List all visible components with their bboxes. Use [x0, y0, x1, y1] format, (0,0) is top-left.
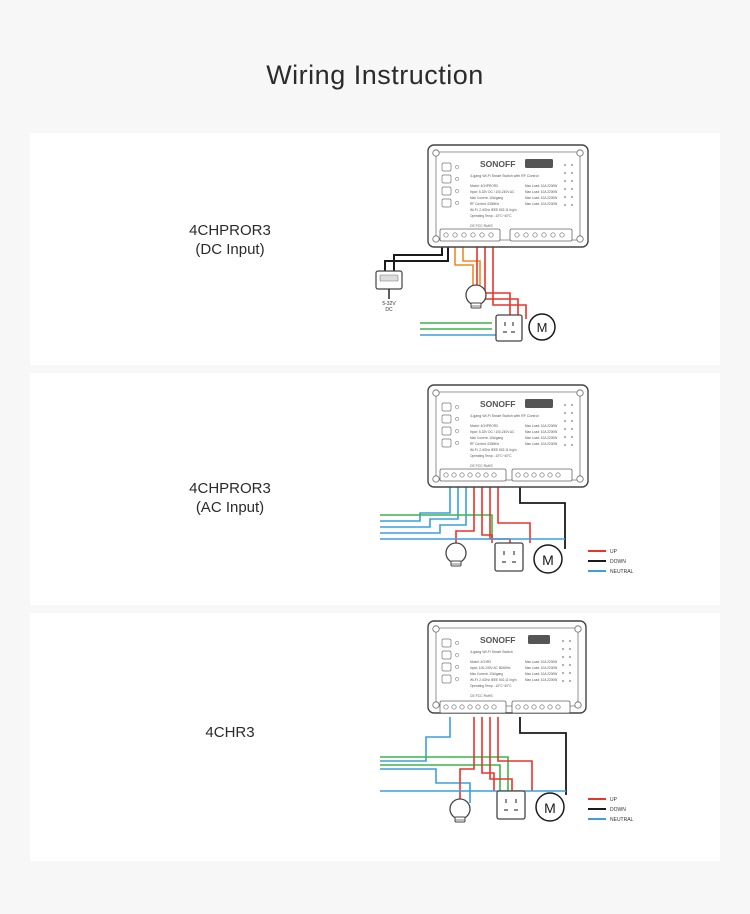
- legend-label-neutral: NEUTRAL: [610, 817, 634, 823]
- svg-text:Operating Temp: -10°C~40°C: Operating Temp: -10°C~40°C: [470, 214, 512, 218]
- svg-text:Input: 100-240V AC 50/60Hz: Input: 100-240V AC 50/60Hz: [470, 666, 511, 670]
- device-4chpror3-dc: [428, 145, 588, 247]
- panel-label-subtitle: (AC Input): [195, 499, 265, 516]
- wiring-panel-ac: [30, 373, 720, 605]
- device-cert-marks: CE FCC RoHS: [470, 224, 493, 228]
- load-socket: [497, 791, 525, 819]
- panel-label-dc: [120, 221, 340, 259]
- device-model-badge: 4CHPROR3: [525, 162, 553, 168]
- svg-text:Max Load: 10A 2200W: Max Load: 10A 2200W: [525, 666, 558, 670]
- svg-text:Max Load: 10A 2200W: Max Load: 10A 2200W: [525, 202, 558, 206]
- legend-label-down: DOWN: [610, 807, 626, 813]
- svg-text:Wi-Fi: 2.4GHz IEEE 802.11 b/g/: Wi-Fi: 2.4GHz IEEE 802.11 b/g/n: [470, 678, 517, 682]
- device-brand: SONOFF: [480, 635, 516, 645]
- load-motor: [529, 314, 555, 340]
- svg-text:Max Load: 10A 2200W: Max Load: 10A 2200W: [525, 184, 558, 188]
- motor-label: M: [544, 800, 556, 816]
- svg-text:Max Load: 10A 2200W: Max Load: 10A 2200W: [525, 424, 558, 428]
- svg-text:Input: 5-32V DC / 100-240V AC: Input: 5-32V DC / 100-240V AC: [470, 190, 515, 194]
- svg-text:Wi-Fi: 2.4GHz IEEE 802.11 b/g/: Wi-Fi: 2.4GHz IEEE 802.11 b/g/n: [470, 208, 517, 212]
- legend-label-down: DOWN: [610, 559, 626, 565]
- device-model-badge: 4CHR3: [530, 638, 548, 644]
- svg-text:Operating Temp: -10°C~40°C: Operating Temp: -10°C~40°C: [470, 454, 512, 458]
- load-socket: [496, 315, 522, 341]
- device-subtitle: 4-gang Wi-Fi Smart Switch: [470, 650, 513, 654]
- motor-label: M: [536, 320, 548, 335]
- panel-label-title: 4CHPROR3: [189, 222, 271, 239]
- svg-text:Max Load: 10A 2200W: Max Load: 10A 2200W: [525, 190, 558, 194]
- panel-label-ac: [120, 479, 340, 517]
- svg-text:Max Load: 10A 2200W: Max Load: 10A 2200W: [525, 430, 558, 434]
- svg-text:Model: 4CHR3: Model: 4CHR3: [470, 660, 491, 664]
- svg-text:Max Current: 10A/gang: Max Current: 10A/gang: [470, 196, 503, 200]
- load-socket: [495, 543, 523, 571]
- diagram-ac: [360, 373, 720, 605]
- svg-text:RF Control: 433MHz: RF Control: 433MHz: [470, 202, 500, 206]
- legend-label-neutral: NEUTRAL: [610, 569, 634, 575]
- legend-label-up: UP: [610, 797, 617, 803]
- device-subtitle: 4-gang Wi-Fi Smart Switch with RF Control: [470, 414, 539, 418]
- svg-text:RF Control: 433MHz: RF Control: 433MHz: [470, 442, 500, 446]
- wiring-panel-dc: [30, 133, 720, 365]
- page-title: Wiring Instruction: [266, 60, 484, 90]
- svg-text:Max Current: 10A/gang: Max Current: 10A/gang: [470, 672, 503, 676]
- motor-label: M: [542, 552, 554, 568]
- svg-text:Max Current: 10A/gang: Max Current: 10A/gang: [470, 436, 503, 440]
- panel-label-title: 4CHPROR3: [189, 480, 271, 497]
- panel-label-title: 4CHR3: [205, 724, 255, 741]
- svg-text:Input: 5-32V DC / 100-240V AC: Input: 5-32V DC / 100-240V AC: [470, 430, 515, 434]
- power-supply-adaptor: [376, 271, 402, 313]
- wiring-panel-4chr3: [30, 613, 720, 861]
- load-lamp: [450, 799, 470, 822]
- svg-text:Wi-Fi: 2.4GHz IEEE 802.11 b/g/: Wi-Fi: 2.4GHz IEEE 802.11 b/g/n: [470, 448, 517, 452]
- load-motor: [536, 793, 564, 821]
- panel-label-4chr3: [120, 723, 340, 742]
- svg-text:Max Load: 10A 2200W: Max Load: 10A 2200W: [525, 196, 558, 200]
- load-lamp: [466, 285, 486, 308]
- device-4chr3: [428, 621, 586, 713]
- legend-4chr3: [588, 797, 634, 823]
- device-subtitle: 4-gang Wi-Fi Smart Switch with RF Control: [470, 174, 539, 178]
- svg-text:Model: 4CHPROR3: Model: 4CHPROR3: [470, 184, 498, 188]
- device-cert-marks: CE FCC RoHS: [470, 464, 493, 468]
- svg-text:Max Load: 10A 2200W: Max Load: 10A 2200W: [525, 678, 558, 682]
- diagram-4chr3: [360, 613, 720, 861]
- svg-text:Model: 4CHPROR3: Model: 4CHPROR3: [470, 424, 498, 428]
- diagram-dc: [360, 133, 720, 365]
- legend-label-up: UP: [610, 549, 617, 555]
- device-4chpror3-ac: [428, 385, 588, 487]
- load-motor: [534, 545, 562, 573]
- svg-text:Max Load: 10A 2200W: Max Load: 10A 2200W: [525, 672, 558, 676]
- device-model-badge: 4CHPROR3: [525, 402, 553, 408]
- load-lamp: [446, 543, 466, 566]
- svg-text:Max Load: 10A 2200W: Max Load: 10A 2200W: [525, 660, 558, 664]
- power-supply-label-2: DC: [385, 307, 393, 313]
- power-supply-label-1: 5-32V: [382, 301, 396, 307]
- svg-text:Operating Temp: -10°C~40°C: Operating Temp: -10°C~40°C: [470, 684, 512, 688]
- wire-bundle: [380, 717, 566, 803]
- device-brand: SONOFF: [480, 159, 516, 169]
- wire-bundle: [380, 485, 565, 549]
- legend-ac: [588, 549, 634, 575]
- device-brand: SONOFF: [480, 399, 516, 409]
- svg-text:Max Load: 10A 2200W: Max Load: 10A 2200W: [525, 436, 558, 440]
- panel-label-subtitle: (DC Input): [195, 241, 265, 258]
- device-cert-marks: CE FCC RoHS: [470, 694, 493, 698]
- svg-text:Max Load: 10A 2200W: Max Load: 10A 2200W: [525, 442, 558, 446]
